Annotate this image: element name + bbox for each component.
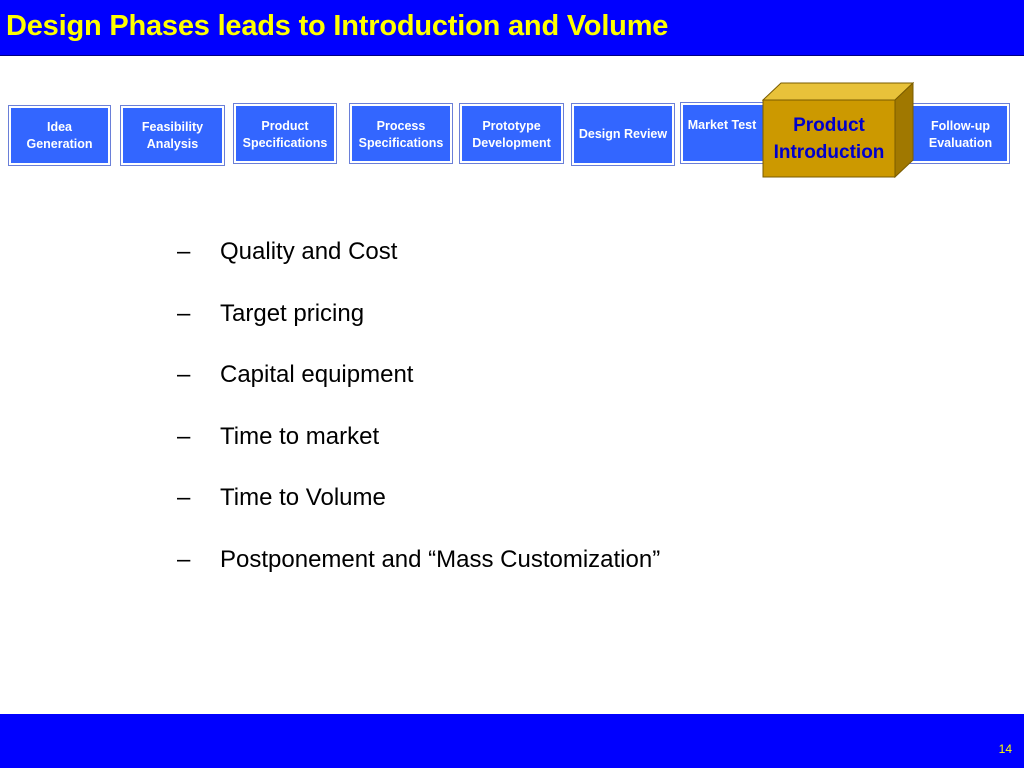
bullet-text: Postponement and “Mass Customization” bbox=[220, 545, 661, 573]
phase-label: Feasibility Analysis bbox=[141, 119, 204, 151]
phase-label: Process Specifications bbox=[358, 119, 444, 150]
slide-title: Design Phases leads to Introduction and Volume bbox=[6, 10, 669, 42]
phase-process-specifications bbox=[350, 104, 452, 163]
phase-label: Idea Generation bbox=[26, 119, 93, 151]
bullet-text: Target pricing bbox=[220, 299, 365, 327]
bullet-text: Time to Volume bbox=[220, 484, 386, 511]
bullet-dash: – bbox=[177, 238, 191, 265]
phase-product-specifications bbox=[234, 104, 336, 163]
bullet-dash: – bbox=[177, 484, 191, 511]
phase-product-introduction-highlight bbox=[762, 82, 914, 178]
bullet-dash: – bbox=[177, 361, 191, 388]
phase-follow-up-evaluation bbox=[906, 104, 1009, 163]
page-number: 14 bbox=[998, 742, 1012, 756]
bullet-text: Quality and Cost bbox=[220, 238, 398, 265]
phase-feasibility-analysis bbox=[121, 106, 224, 165]
bullet-text: Capital equipment bbox=[220, 361, 414, 388]
bullet-dash: – bbox=[177, 422, 191, 450]
bullet-dash: – bbox=[177, 299, 191, 327]
phase-idea-generation bbox=[9, 106, 110, 165]
phase-label: Design Review bbox=[578, 127, 668, 141]
footer-bar bbox=[0, 714, 1024, 768]
phase-label: Market Test bbox=[687, 118, 757, 132]
phase-design-review bbox=[572, 104, 674, 165]
phase-prototype-development bbox=[460, 104, 563, 163]
phase-label-highlighted: Product Introduction bbox=[773, 115, 885, 163]
phase-label: Product Specifications bbox=[242, 119, 328, 150]
bullet-text: Time to market bbox=[220, 422, 380, 450]
bullet-dash: – bbox=[177, 545, 191, 573]
phase-label: Prototype Development bbox=[472, 119, 551, 150]
title-bar bbox=[0, 0, 1024, 56]
phase-label: Follow-up Evaluation bbox=[928, 119, 993, 150]
